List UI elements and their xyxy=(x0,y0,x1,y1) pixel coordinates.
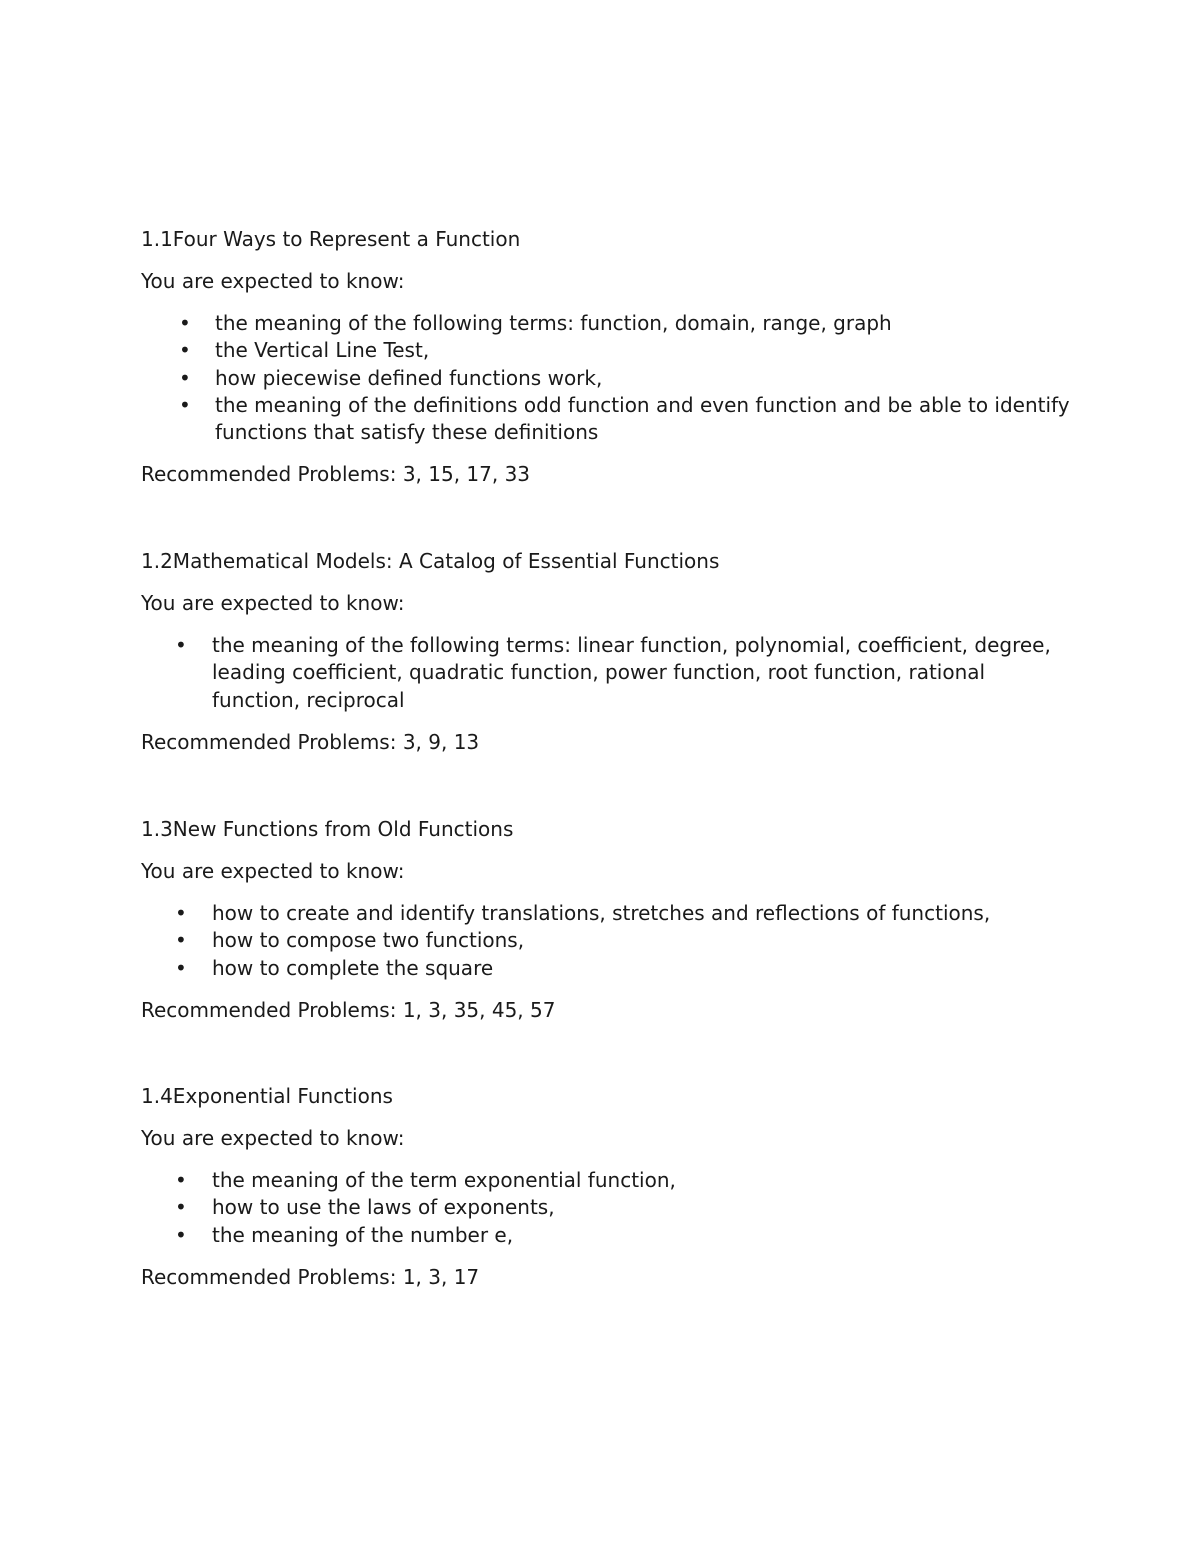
list-item xyxy=(141,1222,1071,1249)
section-intro: You are expected to know: xyxy=(141,591,405,615)
bullet-icon: • xyxy=(175,928,187,953)
bullet-icon: • xyxy=(179,311,191,335)
bullet-icon: • xyxy=(175,955,187,980)
bullet-icon: • xyxy=(175,1168,187,1192)
list-item xyxy=(141,392,1071,447)
list-item xyxy=(141,1194,1071,1221)
list-item-text: how to complete the square xyxy=(212,955,494,980)
bullet-icon: • xyxy=(175,1222,187,1247)
list-item-text: how to use the laws of exponents, xyxy=(212,1195,555,1220)
list-item-text: the meaning of the number e, xyxy=(212,1222,514,1247)
list-item-text: how piecewise defined functions work, xyxy=(215,365,603,390)
list-item xyxy=(141,900,1071,927)
list-item-text: the meaning of the following terms: linear function, polynomial, coefficient, degree, leading coefficient, quadratic function, power function, root function, rational function, reciprocal xyxy=(212,633,1051,712)
list-item xyxy=(141,955,1071,982)
recommended-problems: Recommended Problems: 1, 3, 17 xyxy=(141,1264,480,1289)
list-item xyxy=(141,365,1071,392)
list-item xyxy=(141,1167,1071,1194)
list-item-text: the meaning of the definitions odd function and even function and be able to identify functions that satisfy these definitions xyxy=(215,392,1070,445)
recommended-problems: Recommended Problems: 3, 15, 17, 33 xyxy=(141,462,531,487)
bullet-list xyxy=(141,1167,1071,1249)
list-item-text: the Vertical Line Test, xyxy=(215,338,430,363)
recommended-problems: Recommended Problems: 1, 3, 35, 45, 57 xyxy=(141,997,556,1022)
section-heading: 1.1Four Ways to Represent a Function xyxy=(141,227,521,251)
bullet-icon: • xyxy=(175,1195,187,1220)
section-intro: You are expected to know: xyxy=(141,1126,405,1150)
recommended-problems: Recommended Problems: 3, 9, 13 xyxy=(141,729,480,754)
bullet-icon: • xyxy=(179,338,191,363)
list-item xyxy=(141,632,1071,714)
list-item-text: how to create and identify translations, stretches and reflections of functions, xyxy=(212,901,991,925)
list-item-text: the meaning of the following terms: function, domain, range, graph xyxy=(215,311,892,335)
bullet-icon: • xyxy=(179,392,191,417)
list-item xyxy=(141,927,1071,954)
section-1-4 xyxy=(141,1083,1071,1291)
bullet-list xyxy=(141,310,1071,446)
list-item xyxy=(141,337,1071,364)
section-heading: 1.2Mathematical Models: A Catalog of Essential Functions xyxy=(141,549,720,573)
bullet-list xyxy=(141,632,1071,714)
bullet-icon: • xyxy=(175,901,187,925)
section-1-1 xyxy=(141,226,1071,488)
list-item-text: the meaning of the term exponential function, xyxy=(212,1168,676,1192)
section-heading: 1.3New Functions from Old Functions xyxy=(141,817,514,841)
section-heading: 1.4Exponential Functions xyxy=(141,1084,393,1108)
bullet-icon: • xyxy=(175,633,187,657)
list-item xyxy=(141,310,1071,337)
section-intro: You are expected to know: xyxy=(141,269,405,293)
section-1-3 xyxy=(141,816,1071,1024)
section-1-2 xyxy=(141,548,1071,756)
list-item-text: how to compose two functions, xyxy=(212,928,525,953)
section-intro: You are expected to know: xyxy=(141,859,405,883)
bullet-list xyxy=(141,900,1071,982)
bullet-icon: • xyxy=(179,365,191,390)
